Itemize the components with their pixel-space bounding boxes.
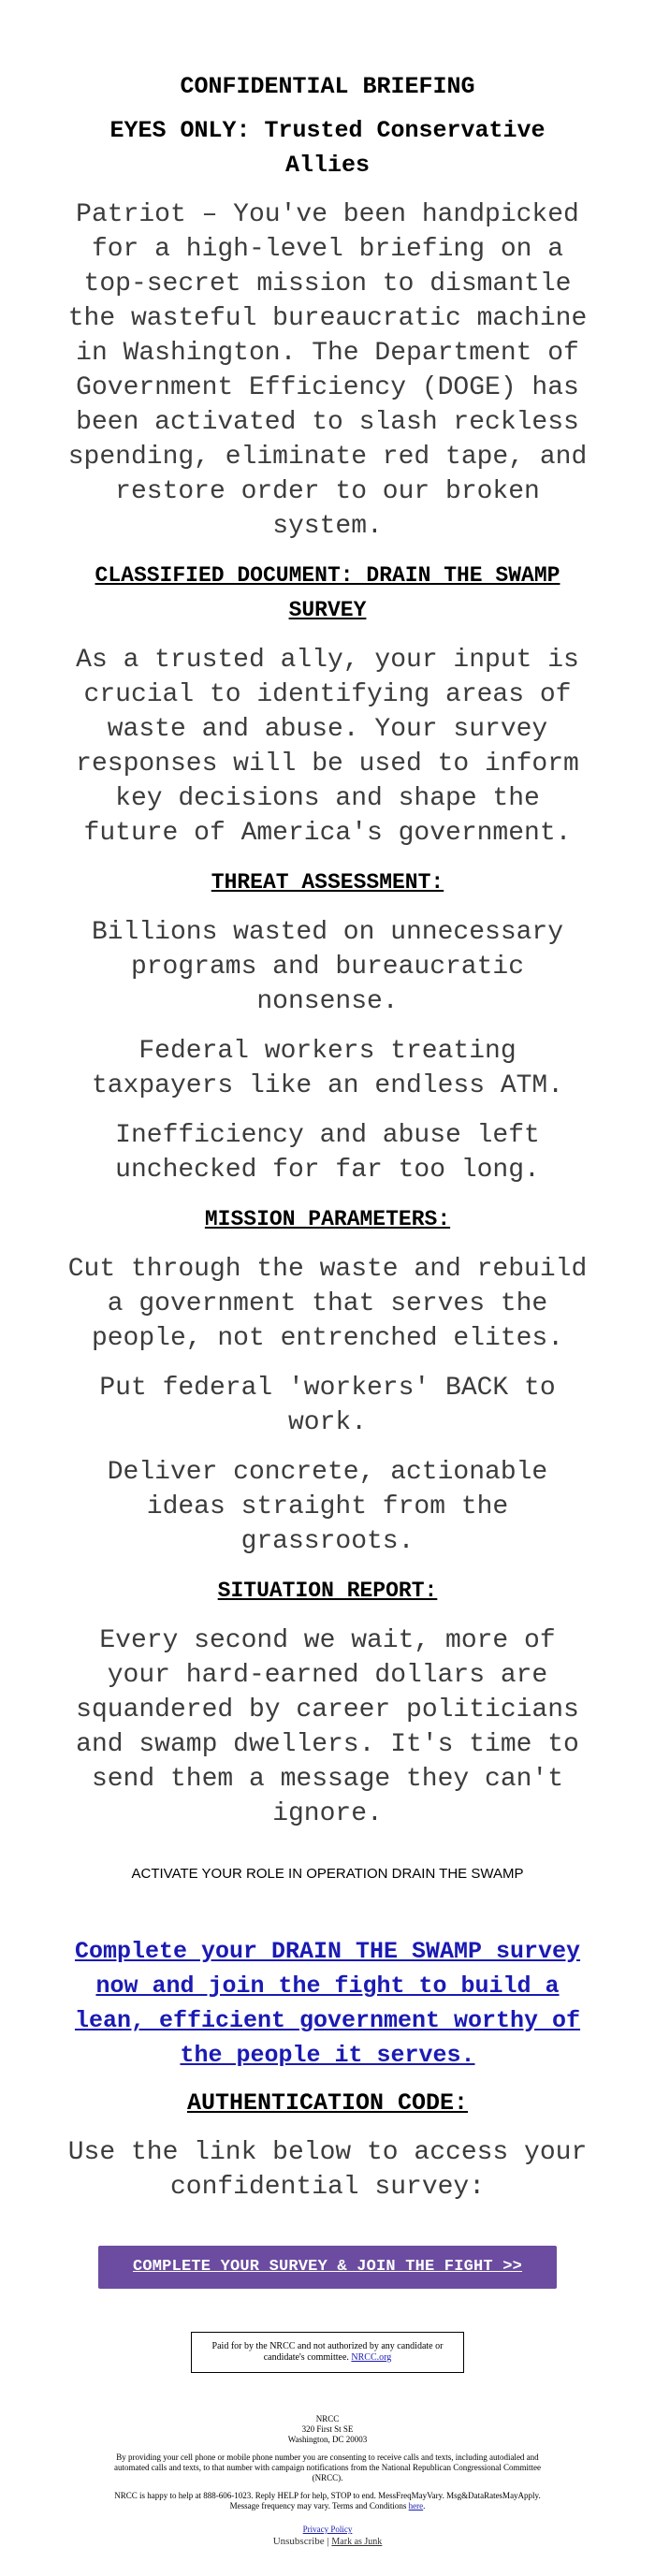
- intro-paragraph: Patriot – You've been handpicked for a high-level briefing on a top-secret mission to dismantle the wasteful bureaucratic machine in Washington. The Department of Government Efficiency (DOGE) has been activated to slash reckless spending, eliminate red tape, and restore order to our broken system.: [67, 200, 588, 541]
- survey-link[interactable]: Complete your DRAIN THE SWAMP survey now and join the fight to build a lean, efficient government worthy of the people it serves.: [74, 1938, 581, 2069]
- privacy-line: [103, 2525, 552, 2535]
- situation-body: Every second we wait, more of your hard-earned dollars are squandered by career politicians and swamp dwellers. It's time to send them a message they can't ignore.: [76, 1626, 579, 1828]
- unsubscribe-link[interactable]: Unsubscribe: [272, 2536, 325, 2547]
- button-container: [66, 2246, 590, 2289]
- footer: [66, 2414, 590, 2549]
- auth-body: Use the link below to access your confidential survey:: [67, 2138, 588, 2202]
- footer-city: Washington, DC 20003: [287, 2435, 368, 2444]
- threat-title: THREAT ASSESSMENT:: [211, 870, 444, 895]
- auth-title: AUTHENTICATION CODE:: [186, 2089, 469, 2117]
- privacy-policy-link[interactable]: Privacy Policy: [302, 2525, 353, 2534]
- threat-item: Billions wasted on unnecessary programs and bureaucratic nonsense.: [91, 918, 564, 1016]
- classified-title: CLASSIFIED DOCUMENT: DRAIN THE SWAMP SURVEY: [95, 563, 560, 622]
- paid-for-text: Paid for by the NRCC and not authorized by any candidate or candidate's committee.: [211, 2341, 444, 2363]
- separator: |: [327, 2536, 329, 2547]
- mission-item: Deliver concrete, actionable ideas straight from the grassroots.: [107, 1458, 548, 1556]
- threat-item: Federal workers treating taxpayers like an endless ATM.: [91, 1037, 564, 1100]
- footer-street: 320 First St SE: [301, 2424, 354, 2434]
- classified-body: As a trusted ally, your input is crucial to identifying areas of waste and abuse. Your survey responses will be used to inform key decisions and shape the future of America's government.: [76, 646, 579, 848]
- mission-item: Cut through the waste and rebuild a government that serves the people, not entrenched elites.: [67, 1255, 588, 1353]
- nrcc-link[interactable]: NRCC.org: [351, 2352, 392, 2363]
- paid-for-disclaimer: [191, 2332, 464, 2373]
- threat-item: Inefficiency and abuse left unchecked for far too long.: [115, 1121, 540, 1185]
- mark-junk-link[interactable]: Mark as Junk: [331, 2537, 383, 2547]
- help-text: NRCC is happy to help at 888-606-1023. Reply HELP for help, STOP to end. MessFreqMayVary. Msg&DataRatesMayApply. Message frequency may vary. Terms and Conditions: [114, 2491, 541, 2511]
- mission-title: MISSION PARAMETERS:: [204, 1207, 451, 1231]
- footer-org: NRCC: [315, 2414, 340, 2423]
- consent-text: By providing your cell phone or mobile phone number you are consenting to receive calls and texts, including autodialed and automated calls and texts, to that number with campaign notifications from the National Republican Congressional Committee (NRCC).: [114, 2452, 541, 2482]
- help-text-line: NRCC is happy to help at 888-606-1023. Reply HELP for help, STOP to end. MessFreqMayVary. Msg&DataRatesMayApply. Message frequency may vary. Terms and Conditions here.: [114, 2491, 541, 2511]
- situation-title: SITUATION REPORT:: [217, 1579, 438, 1603]
- unsubscribe-line: [103, 2535, 552, 2549]
- terms-here-link[interactable]: here: [408, 2501, 424, 2511]
- briefing-title: CONFIDENTIAL BRIEFING: [180, 73, 475, 100]
- complete-survey-button[interactable]: COMPLETE YOUR SURVEY & JOIN THE FIGHT >>: [98, 2246, 557, 2289]
- activate-text: ACTIVATE YOUR ROLE IN OPERATION DRAIN THE SWAMP: [131, 1866, 524, 1882]
- briefing-subtitle: EYES ONLY: Trusted Conservative Allies: [109, 117, 546, 179]
- mission-item: Put federal 'workers' BACK to work.: [99, 1374, 556, 1437]
